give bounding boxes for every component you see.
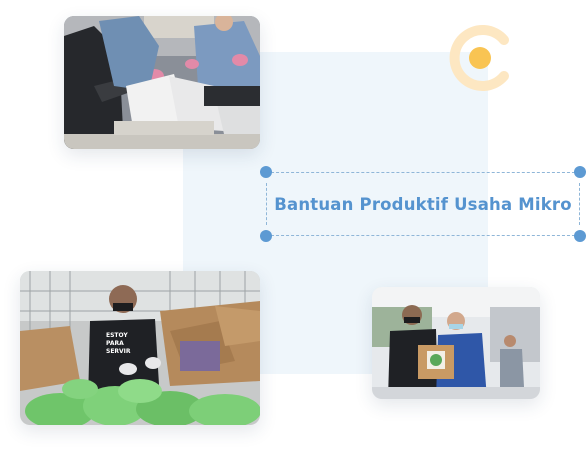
- shirt-text-3: SERVIR: [106, 348, 131, 355]
- photo-volunteers-packing-image: [64, 16, 260, 149]
- photo-volunteer-sorting-image: [20, 271, 260, 425]
- photo-volunteers-packing: [64, 16, 260, 149]
- photo-aid-handover-image: [372, 287, 540, 399]
- photo-aid-handover: [372, 287, 540, 399]
- photo-volunteer-sorting: [20, 271, 260, 425]
- shirt-text-2: PARA: [106, 340, 124, 347]
- shirt-text-1: ESTOY: [106, 332, 128, 339]
- program-title: Bantuan Produktif Usaha Mikro: [274, 194, 572, 214]
- brand-logo-icon: [444, 22, 516, 94]
- program-title-frame: [266, 172, 580, 236]
